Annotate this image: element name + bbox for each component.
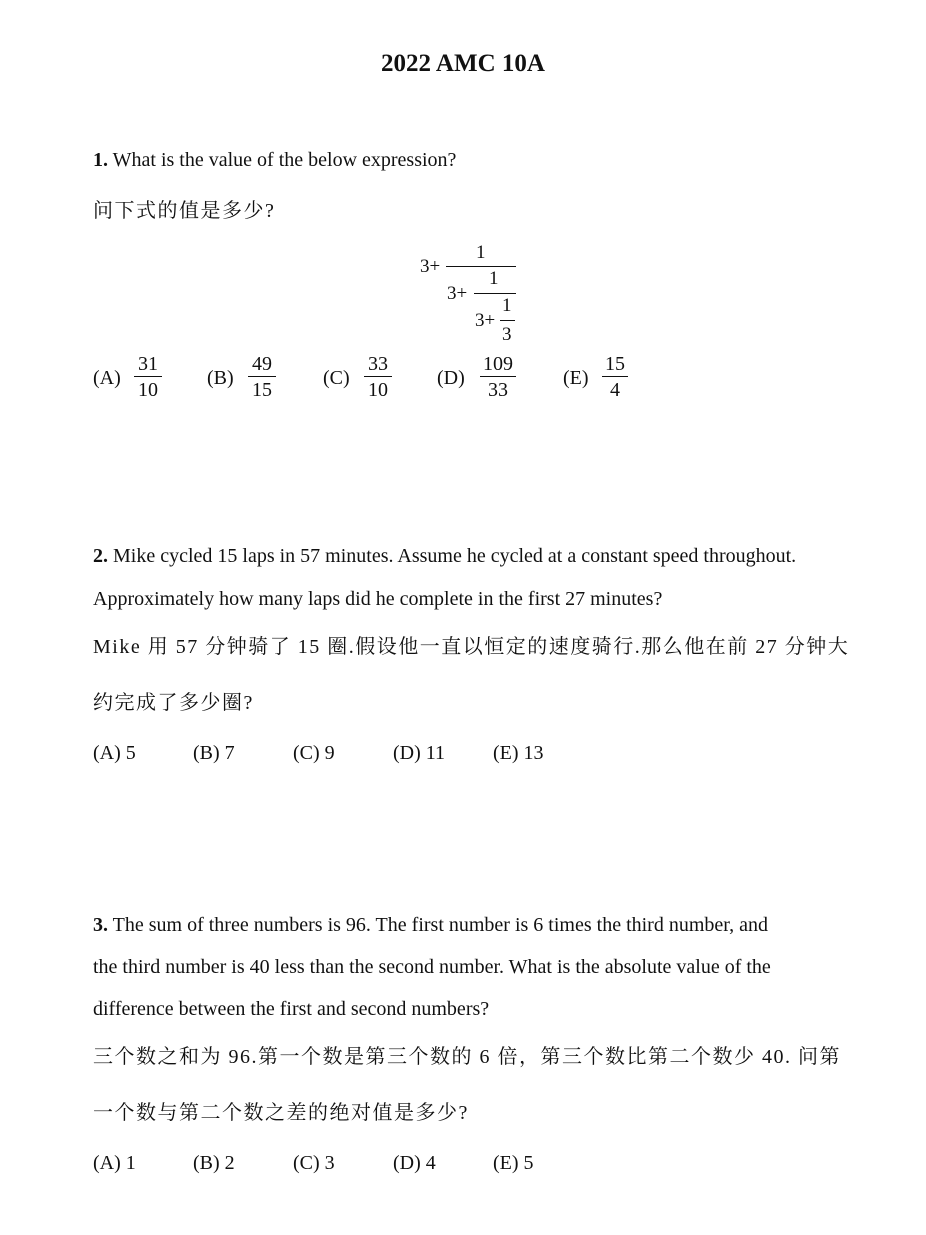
q1-number: 1.: [93, 149, 108, 171]
q2-number: 2.: [93, 545, 108, 567]
cf-three-plus-2: 3+: [447, 283, 468, 304]
q1-choice-a-fraction: [134, 353, 162, 401]
q3-choice-a[interactable]: (A) 1: [93, 1152, 136, 1174]
cf-one-1: 1: [476, 242, 486, 263]
q2-text-en-2: Approximately how many laps did he complete in the first 27 minutes?: [93, 588, 663, 610]
q3-text-en-2: the third number is 40 less than the second number. What is the absolute value of the: [93, 956, 771, 978]
q1-text-en: What is the value of the below expression?: [112, 149, 457, 171]
q3-text-cn-1: 三个数之和为 96.第一个数是第三个数的 6 倍，第三个数比第二个数少 40. 问第: [93, 1046, 841, 1068]
q3-text-en-3: difference between the first and second numbers?: [93, 998, 490, 1020]
q1-choice-b-fraction: [248, 353, 276, 401]
q1-text-cn: 问下式的值是多少?: [93, 200, 276, 222]
fraction-bar: [602, 376, 628, 377]
q1-choice-a-den: 10: [138, 379, 158, 401]
fraction-bar: [134, 376, 162, 377]
q2-text-en-1: Mike cycled 15 laps in 57 minutes. Assume he cycled at a constant speed throughout.: [113, 545, 797, 567]
page-title: 2022 AMC 10A: [381, 50, 545, 77]
q3-choice-b[interactable]: (B) 2: [193, 1152, 235, 1174]
q1-choice-d-den: 33: [488, 379, 508, 401]
q1-choice-d-fraction: [480, 353, 516, 401]
q2-text-cn-1: Mike 用 57 分钟骑了 15 圈.假设他一直以恒定的速度骑行.那么他在前 27 分钟大: [93, 636, 850, 658]
fraction-bar: [248, 376, 276, 377]
q3-choice-d[interactable]: (D) 4: [393, 1152, 436, 1174]
q1-choice-b-num: 49: [252, 353, 272, 375]
fraction-bar: [364, 376, 392, 377]
q2-choice-a[interactable]: (A) 5: [93, 742, 136, 764]
cf-three-plus-3: 3+: [475, 310, 496, 331]
cf-bar-3: [500, 320, 515, 321]
q2-choice-b[interactable]: (B) 7: [193, 742, 235, 764]
q1-choice-c-label[interactable]: (C): [323, 367, 350, 389]
cf-three-plus-1: 3+: [420, 256, 441, 277]
q1-choice-c-fraction: [364, 353, 392, 401]
q1-prompt-en: [93, 147, 456, 173]
q3-number: 3.: [93, 914, 108, 936]
q2-choice-d[interactable]: (D) 11: [393, 742, 446, 764]
q3-text-cn-2: 一个数与第二个数之差的绝对值是多少?: [93, 1102, 469, 1124]
q1-choice-c-num: 33: [368, 353, 388, 375]
q3-prompt-en-line1: [93, 912, 768, 938]
q3-text-en-1: The sum of three numbers is 96. The first number is 6 times the third number, and: [112, 914, 769, 936]
q3-choice-e[interactable]: (E) 5: [493, 1152, 534, 1174]
q1-choice-e-num: 15: [605, 353, 625, 375]
q2-choice-c[interactable]: (C) 9: [293, 742, 335, 764]
q1-choice-e-den: 4: [610, 379, 620, 401]
q1-choice-d-label[interactable]: (D): [437, 367, 465, 389]
q1-choice-e-label[interactable]: (E): [563, 367, 589, 389]
cf-one-2: 1: [489, 268, 499, 289]
q1-choice-b-den: 15: [252, 379, 272, 401]
q1-choice-e-fraction: [602, 353, 628, 401]
q2-choice-e[interactable]: (E) 13: [493, 742, 544, 764]
q1-choice-c-den: 10: [368, 379, 388, 401]
fraction-bar: [480, 376, 516, 377]
cf-bar-1: [446, 266, 516, 267]
q3-choice-c[interactable]: (C) 3: [293, 1152, 335, 1174]
cf-bar-2: [474, 293, 516, 294]
cf-three-final: 3: [502, 324, 512, 345]
q1-choice-a-num: 31: [138, 353, 158, 375]
q1-choice-b-label[interactable]: (B): [207, 367, 234, 389]
q1-choice-d-num: 109: [483, 353, 513, 375]
cf-one-3: 1: [502, 295, 512, 316]
q1-choice-a-label[interactable]: (A): [93, 367, 121, 389]
q2-text-cn-2: 约完成了多少圈?: [93, 692, 254, 714]
q2-prompt-en-line1: [93, 543, 796, 569]
